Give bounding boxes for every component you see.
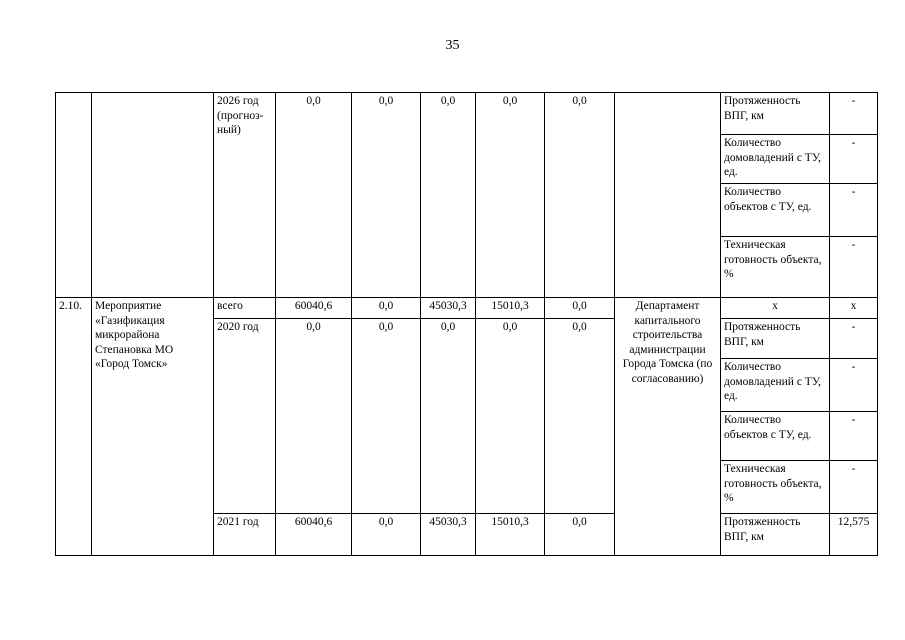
indicator-value: - — [830, 412, 878, 461]
indicator-name: Протяженность ВПГ, км — [721, 514, 830, 556]
value-cell: 45030,3 — [421, 514, 476, 556]
indicator-value: - — [830, 237, 878, 298]
table-row — [56, 93, 878, 135]
row-number-cell: 2.10. — [56, 298, 92, 556]
page-number: 35 — [445, 38, 460, 53]
department-cell: Департамент капитального строительства администрации Города Томска (по согласованию) — [615, 298, 721, 556]
indicator-name: х — [721, 298, 830, 319]
value-cell: 0,0 — [276, 93, 352, 298]
indicator-value: - — [830, 359, 878, 412]
value-cell: 60040,6 — [276, 514, 352, 556]
value-cell: 0,0 — [352, 93, 421, 298]
value-cell: 15010,3 — [476, 298, 545, 319]
row-number-cell — [56, 93, 92, 298]
value-cell: 0,0 — [421, 319, 476, 514]
indicator-value: - — [830, 319, 878, 359]
period-cell: 2021 год — [214, 514, 276, 556]
table-row — [56, 298, 878, 319]
indicator-name: Протяженность ВПГ, км — [721, 319, 830, 359]
indicator-name: Количество объектов с ТУ, ед. — [721, 412, 830, 461]
indicator-name: Количество объектов с ТУ, ед. — [721, 184, 830, 237]
event-name-cell: Мероприятие «Газификация микрорайона Степановка МО «Город Томск» — [92, 298, 214, 556]
indicator-name: Техническая готовность объекта, % — [721, 237, 830, 298]
value-cell: 0,0 — [276, 319, 352, 514]
indicator-value: - — [830, 461, 878, 514]
period-cell: всего — [214, 298, 276, 319]
value-cell: 0,0 — [545, 514, 615, 556]
period-cell: 2026 год (прогноз-ный) — [214, 93, 276, 298]
indicator-name: Протяженность ВПГ, км — [721, 93, 830, 135]
indicator-value: х — [830, 298, 878, 319]
indicator-value: - — [830, 184, 878, 237]
value-cell: 0,0 — [545, 93, 615, 298]
indicator-name: Техническая готовность объекта, % — [721, 461, 830, 514]
indicator-value: - — [830, 135, 878, 184]
value-cell: 0,0 — [352, 319, 421, 514]
budget-table — [55, 92, 878, 556]
period-cell: 2020 год — [214, 319, 276, 514]
value-cell: 45030,3 — [421, 298, 476, 319]
value-cell: 60040,6 — [276, 298, 352, 319]
value-cell: 0,0 — [545, 319, 615, 514]
value-cell: 0,0 — [352, 514, 421, 556]
indicator-value: - — [830, 93, 878, 135]
value-cell: 15010,3 — [476, 514, 545, 556]
value-cell: 0,0 — [352, 298, 421, 319]
event-name-cell — [92, 93, 214, 298]
indicator-name: Количество домовладений с ТУ, ед. — [721, 359, 830, 412]
value-cell: 0,0 — [476, 319, 545, 514]
value-cell: 0,0 — [476, 93, 545, 298]
indicator-value: 12,575 — [830, 514, 878, 556]
indicator-name: Количество домовладений с ТУ, ед. — [721, 135, 830, 184]
value-cell: 0,0 — [545, 298, 615, 319]
department-cell — [615, 93, 721, 298]
value-cell: 0,0 — [421, 93, 476, 298]
